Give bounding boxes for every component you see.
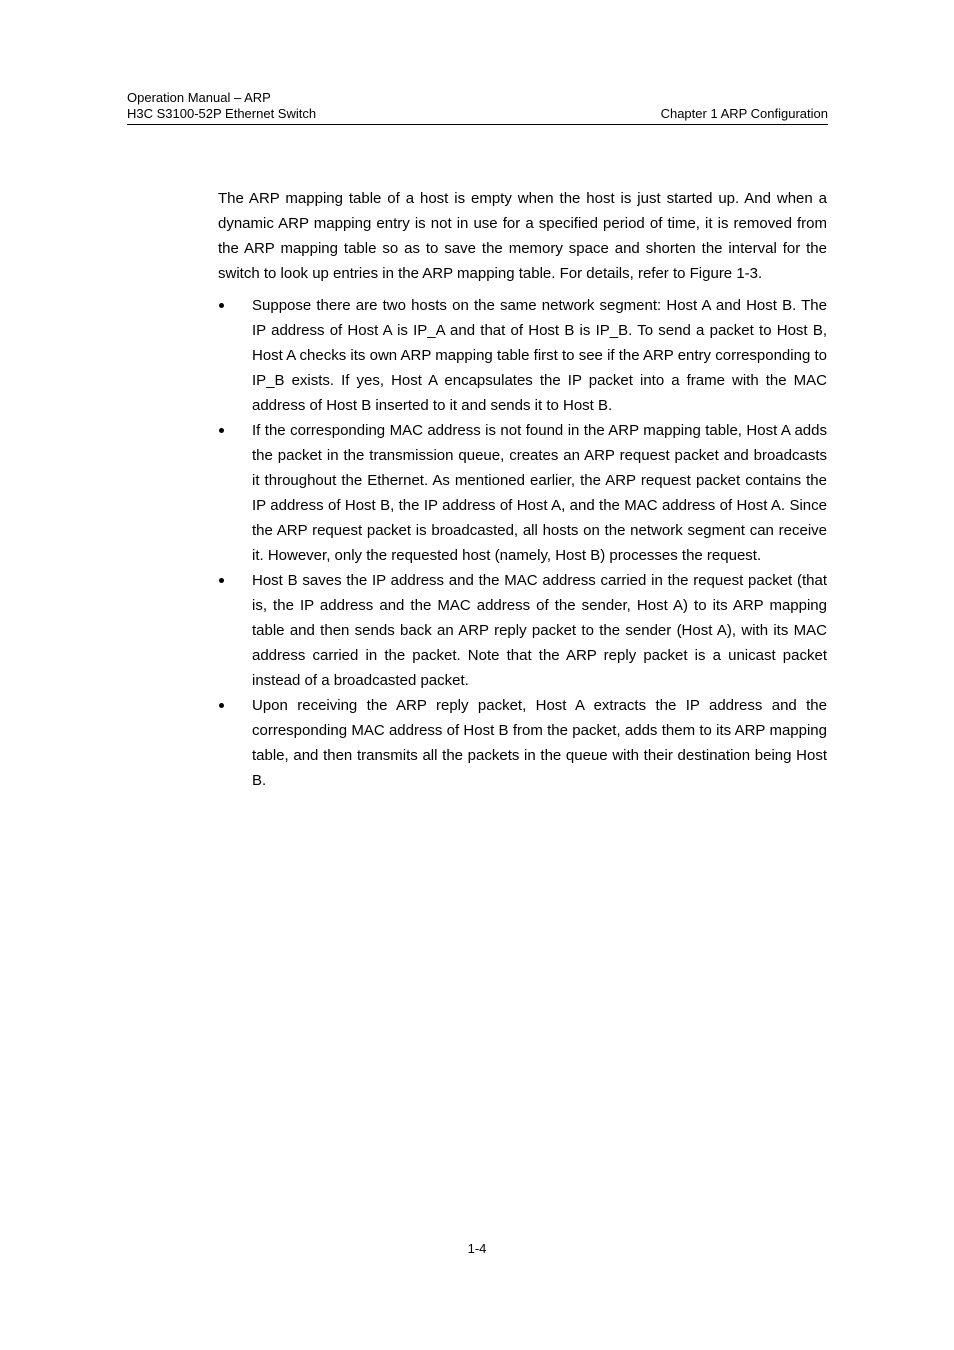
product-name: H3C S3100-52P Ethernet Switch [127, 106, 317, 121]
bullet-icon [219, 303, 224, 308]
manual-title: Operation Manual – ARP [127, 90, 271, 105]
chapter-title: Chapter 1 ARP Configuration [660, 106, 828, 121]
list-item-text: Upon receiving the ARP reply packet, Host A extracts the IP address and the corresponding MAC address of Host B from the packet, adds them to its ARP mapping table, and then transmits all the packets in the queue with their destination being Host B. [252, 697, 827, 789]
bullet-list [218, 293, 827, 793]
intro-paragraph: The ARP mapping table of a host is empty when the host is just started up. And when a dynamic ARP mapping entry is not in use for a specified period of time, it is removed from the ARP mapping table so as to save the memory space and shorten the interval for the switch to look up entries in the ARP mapping table. For details, refer to Figure 1-3. [218, 190, 827, 282]
bullet-icon [219, 703, 224, 708]
list-item-text: Suppose there are two hosts on the same network segment: Host A and Host B. The IP address of Host A is IP_A and that of Host B is IP_B. To send a packet to Host B, Host A checks its own ARP mapping table first to see if the ARP entry corresponding to IP_B exists. If yes, Host A encapsulates the IP packet into a frame with the MAC address of Host B inserted to it and sends it to Host B. [252, 297, 827, 414]
list-item-text: Host B saves the IP address and the MAC address carried in the request packet (that is, the IP address and the MAC address of the sender, Host A) to its ARP mapping table and then sends back an ARP reply packet to the sender (Host A), with its MAC address carried in the packet. Note that the ARP reply packet is a unicast packet instead of a broadcasted packet. [252, 572, 827, 689]
page-header [127, 90, 828, 122]
header-left [127, 90, 316, 122]
page-number: 1-4 [467, 1241, 487, 1256]
list-item [218, 418, 827, 568]
list-item-text: If the corresponding MAC address is not found in the ARP mapping table, Host A adds the packet in the transmission queue, creates an ARP request packet and broadcasts it throughout the Ethernet. As mentioned earlier, the ARP request packet contains the IP address of Host B, the IP address of Host A, and the MAC address of Host A. Since the ARP request packet is broadcasted, all hosts on the network segment can receive it. However, only the requested host (namely, Host B) processes the request. [252, 422, 827, 564]
list-item [218, 293, 827, 418]
header-divider [127, 124, 828, 125]
list-item [218, 693, 827, 793]
page-body [218, 186, 827, 793]
bullet-icon [219, 578, 224, 583]
bullet-icon [219, 428, 224, 433]
list-item [218, 568, 827, 693]
